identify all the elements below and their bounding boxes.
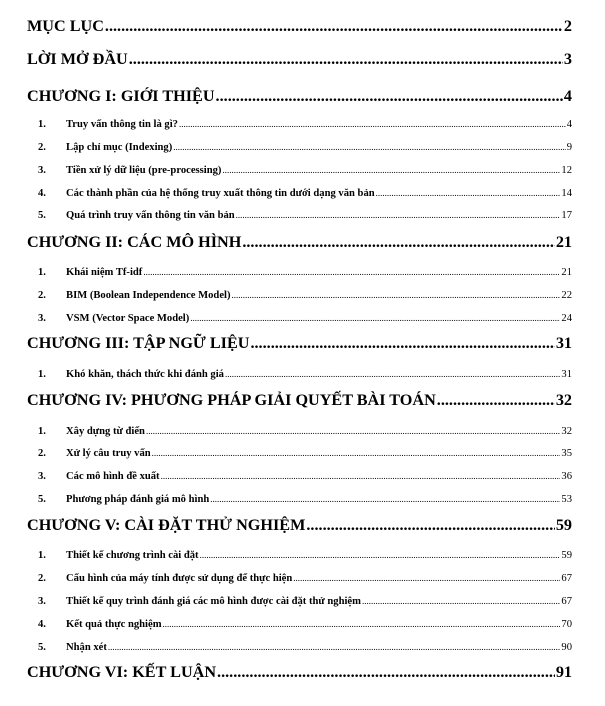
dot-leader	[173, 142, 565, 152]
toc-entry-title: Truy vấn thông tin là gì?	[66, 119, 178, 130]
toc-item-entry[interactable]	[38, 119, 572, 130]
toc-page-number: 17	[561, 210, 572, 221]
toc-page-number: 70	[561, 619, 572, 630]
toc-entry-title: CHƯƠNG III: TẬP NGỮ LIỆU	[27, 334, 250, 352]
toc-entry-title: Thiết kế chương trình cài đặt	[66, 550, 199, 561]
dot-leader	[108, 642, 561, 652]
toc-item-number: 5.	[38, 642, 46, 653]
toc-page-number: 59	[555, 516, 572, 534]
toc-entry-title: BIM (Boolean Independence Model)	[66, 290, 231, 301]
toc-entry-title: Quá trình truy vấn thông tin văn bản	[66, 210, 235, 221]
toc-item-entry[interactable]	[38, 290, 572, 301]
toc-entry-title: CHƯƠNG II: CÁC MÔ HÌNH	[27, 233, 242, 251]
dot-leader	[143, 267, 560, 277]
toc-item-number: 5.	[38, 210, 46, 221]
toc-page-number: 4	[563, 87, 572, 105]
toc-item-entry[interactable]	[38, 313, 572, 324]
toc-chapter-entry[interactable]	[27, 334, 572, 353]
dot-leader	[179, 119, 566, 129]
toc-entry-title: Kết quả thực nghiệm	[66, 619, 162, 630]
toc-chapter-entry[interactable]	[27, 17, 572, 36]
toc-page-number: 9	[566, 142, 572, 153]
dot-leader	[222, 165, 560, 175]
toc-item-entry[interactable]	[38, 369, 572, 380]
dot-leader	[293, 573, 560, 583]
toc-entry-title: Các mô hình đề xuất	[66, 471, 160, 482]
toc-entry-title: Xử lý câu truy vấn	[66, 448, 151, 459]
toc-item-entry[interactable]	[38, 494, 572, 505]
toc-entry-title: CHƯƠNG V: CÀI ĐẶT THỬ NGHIỆM	[27, 516, 306, 534]
dot-leader	[200, 550, 561, 560]
toc-page-number: 24	[561, 313, 572, 324]
toc-entry-title: Phương pháp đánh giá mô hình	[66, 494, 210, 505]
toc-page-number: 53	[561, 494, 572, 505]
toc-item-number: 1.	[38, 119, 46, 130]
toc-chapter-entry[interactable]	[27, 87, 572, 106]
toc-page-number: 31	[555, 334, 572, 352]
toc-chapter-entry[interactable]	[27, 50, 572, 69]
dot-leader	[217, 663, 555, 682]
toc-entry-title: CHƯƠNG I: GIỚI THIỆU	[27, 87, 215, 105]
toc-item-number: 3.	[38, 165, 46, 176]
toc-entry-title: LỜI MỞ ĐẦU	[27, 50, 128, 68]
toc-item-number: 5.	[38, 494, 46, 505]
toc-page-number: 21	[555, 233, 572, 251]
toc-item-number: 4.	[38, 188, 46, 199]
dot-leader	[225, 369, 560, 379]
toc-item-entry[interactable]	[38, 165, 572, 176]
toc-item-entry[interactable]	[38, 550, 572, 561]
toc-page-number: 59	[561, 550, 572, 561]
toc-item-number: 2.	[38, 573, 46, 584]
toc-entry-title: Thiết kế quy trình đánh giá các mô hình được cài đặt thử nghiệm	[66, 596, 361, 607]
toc-page-number: 67	[561, 573, 572, 584]
toc-item-entry[interactable]	[38, 573, 572, 584]
toc-chapter-entry[interactable]	[27, 516, 572, 535]
dot-leader	[163, 619, 561, 629]
toc-page-number: 2	[563, 17, 572, 35]
toc-item-entry[interactable]	[38, 619, 572, 630]
toc-entry-title: Tiền xử lý dữ liệu (pre-processing)	[66, 165, 222, 176]
toc-entry-title: Khó khăn, thách thức khi đánh giá	[66, 369, 224, 380]
toc-item-number: 3.	[38, 471, 46, 482]
dot-leader	[306, 516, 554, 535]
dot-leader	[376, 188, 561, 198]
dot-leader	[129, 50, 563, 69]
toc-entry-title: MỤC LỤC	[27, 17, 104, 35]
toc-item-entry[interactable]	[38, 188, 572, 199]
toc-chapter-entry[interactable]	[27, 233, 572, 252]
toc-item-entry[interactable]	[38, 642, 572, 653]
toc-item-number: 3.	[38, 313, 46, 324]
toc-entry-title: CHƯƠNG VI: KẾT LUẬN	[27, 663, 217, 681]
toc-item-number: 2.	[38, 142, 46, 153]
toc-page-number: 4	[566, 119, 572, 130]
toc-item-entry[interactable]	[38, 426, 572, 437]
dot-leader	[152, 448, 561, 458]
toc-page-number: 32	[561, 426, 572, 437]
toc-entry-title: Xây dựng từ điển	[66, 426, 145, 437]
toc-page-number: 35	[561, 448, 572, 459]
toc-chapter-entry[interactable]	[27, 391, 572, 410]
toc-item-number: 1.	[38, 426, 46, 437]
toc-item-entry[interactable]	[38, 596, 572, 607]
toc-entry-title: Nhận xét	[66, 642, 107, 653]
toc-item-entry[interactable]	[38, 210, 572, 221]
toc-page-number: 21	[561, 267, 572, 278]
toc-page-number: 36	[561, 471, 572, 482]
toc-page-number: 67	[561, 596, 572, 607]
toc-item-entry[interactable]	[38, 267, 572, 278]
dot-leader	[105, 17, 563, 36]
dot-leader	[190, 313, 560, 323]
dot-leader	[146, 426, 560, 436]
toc-item-number: 1.	[38, 369, 46, 380]
toc-page-number: 14	[561, 188, 572, 199]
toc-page-number: 3	[563, 50, 572, 68]
toc-item-entry[interactable]	[38, 471, 572, 482]
toc-item-number: 4.	[38, 619, 46, 630]
dot-leader	[216, 87, 563, 106]
dot-leader	[161, 471, 561, 481]
dot-leader	[232, 290, 561, 300]
toc-page-number: 31	[561, 369, 572, 380]
toc-page-number: 32	[555, 391, 572, 409]
dot-leader	[437, 391, 555, 410]
toc-entry-title: VSM (Vector Space Model)	[66, 313, 190, 324]
dot-leader	[250, 334, 554, 353]
toc-entry-title: Các thành phần của hệ thống truy xuất thông tin dưới dạng văn bản	[66, 188, 375, 199]
toc-page-number: 90	[561, 642, 572, 653]
toc-entry-title: CHƯƠNG IV: PHƯƠNG PHÁP GIẢI QUYẾT BÀI TOÁN	[27, 391, 436, 409]
toc-item-entry[interactable]	[38, 142, 572, 153]
toc-item-number: 2.	[38, 448, 46, 459]
toc-page-number: 91	[555, 663, 572, 681]
dot-leader	[242, 233, 554, 252]
toc-entry-title: Cấu hình của máy tính được sử dụng để thực hiện	[66, 573, 293, 584]
toc-entry-title: Khái niệm Tf-idf	[66, 267, 143, 278]
toc-item-number: 2.	[38, 290, 46, 301]
toc-item-number: 3.	[38, 596, 46, 607]
toc-item-number: 1.	[38, 267, 46, 278]
toc-entry-title: Lập chỉ mục (Indexing)	[66, 142, 173, 153]
dot-leader	[210, 494, 560, 504]
toc-item-number: 1.	[38, 550, 46, 561]
toc-chapter-entry[interactable]	[27, 663, 572, 682]
toc-item-entry[interactable]	[38, 448, 572, 459]
toc-page-number: 12	[561, 165, 572, 176]
dot-leader	[236, 210, 561, 220]
toc-page-number: 22	[561, 290, 572, 301]
dot-leader	[362, 596, 560, 606]
